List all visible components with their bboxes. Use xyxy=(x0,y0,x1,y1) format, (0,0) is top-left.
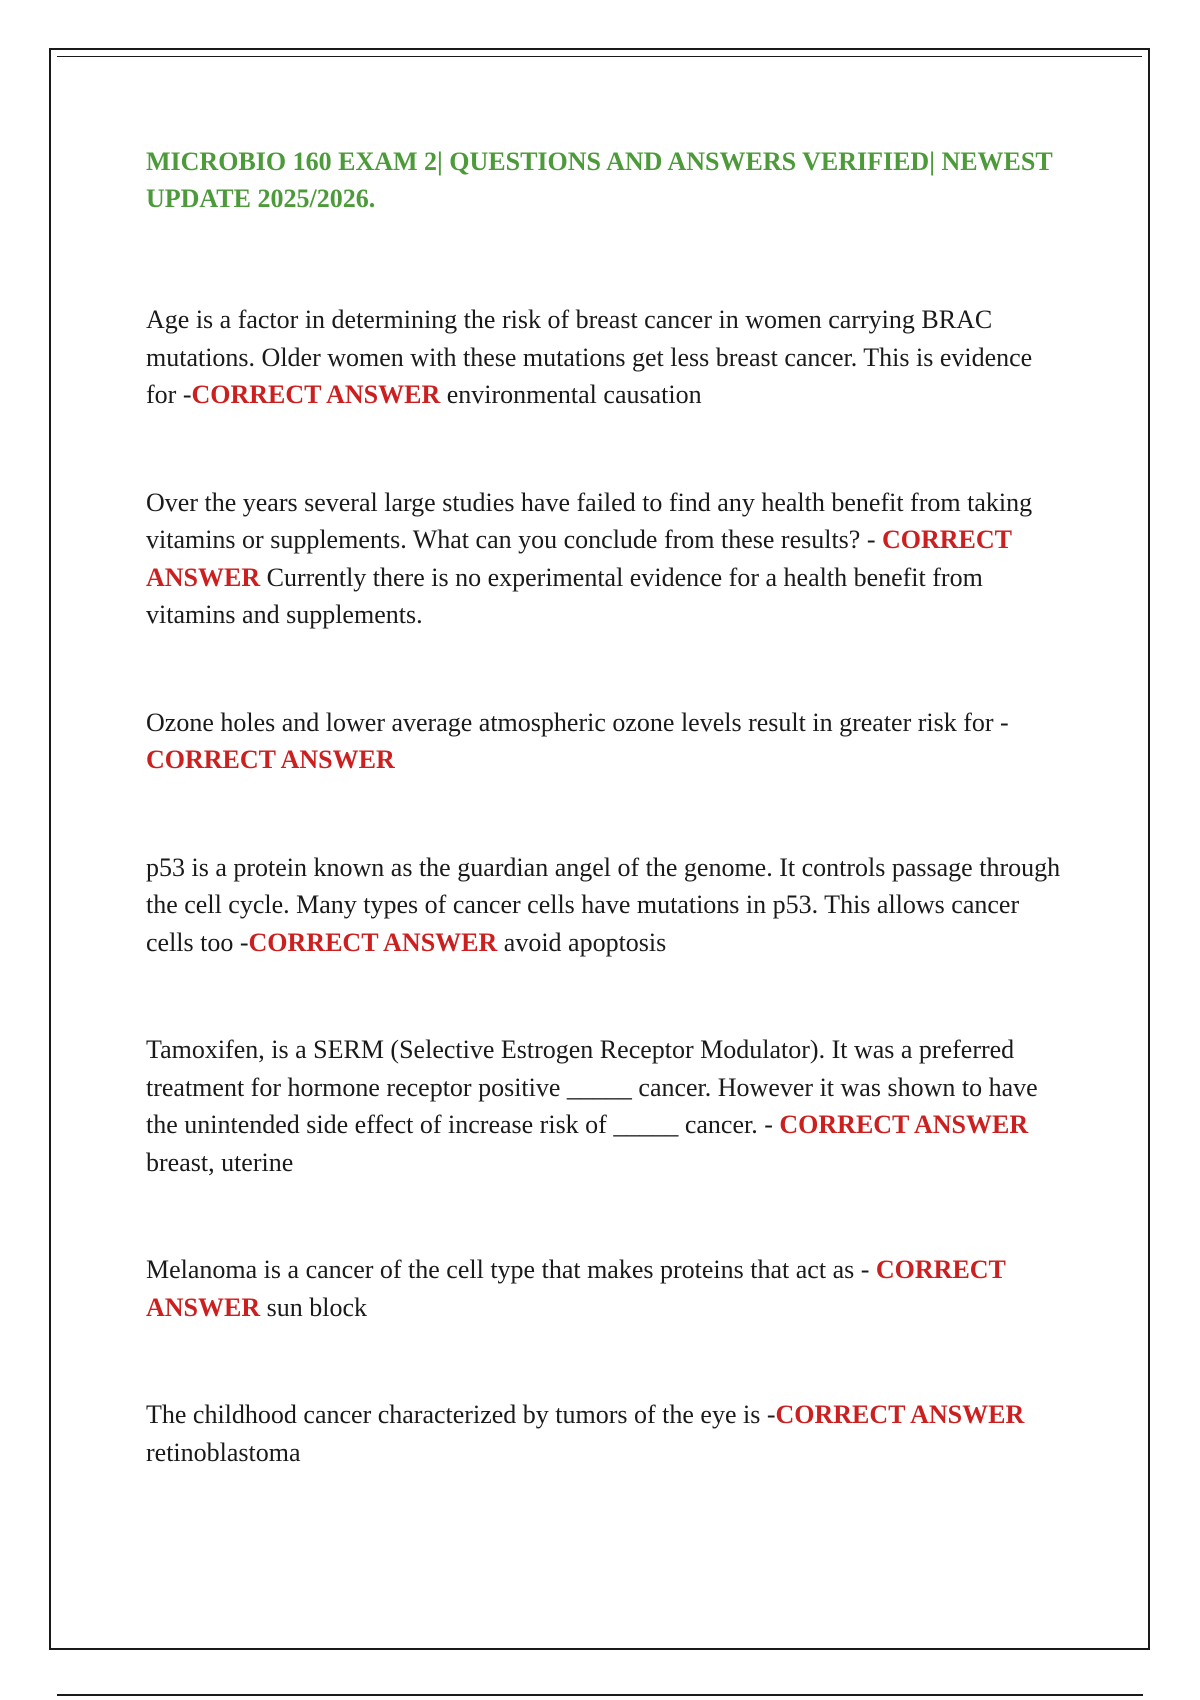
question-text: The childhood cancer characterized by tumors of the eye is - xyxy=(146,1400,776,1429)
top-rule xyxy=(57,56,1142,57)
answer-label: CORRECT ANSWER xyxy=(248,927,498,957)
answer-label: CORRECT ANSWER xyxy=(146,525,1012,592)
answer-text: retinoblastoma xyxy=(146,1437,301,1467)
answer-text: breast, uterine xyxy=(146,1147,294,1177)
answer-text: Currently there is no experimental evidence for a health benefit from vitamins and supplements. xyxy=(146,562,983,629)
answer-label: CORRECT ANSWER xyxy=(775,1400,1025,1429)
question-text: Tamoxifen, is a SERM (Selective Estrogen Receptor Modulator). It was a preferred treatment for hormone receptor positive _____ cancer. However it was shown to have the unintended side effect of increase risk of _____ cancer. - xyxy=(146,1035,1038,1139)
question-text: Age is a factor in determining the risk of breast cancer in women carrying BRAC mutations. Older women with these mutations get less breast cancer. This is evidence for - xyxy=(146,305,1033,409)
answer-text: environmental causation xyxy=(440,380,702,409)
qa-item xyxy=(146,1396,1066,1471)
document-title: MICROBIO 160 EXAM 2| QUESTIONS AND ANSWERS VERIFIED| NEWEST UPDATE 2025/2026. xyxy=(146,147,1053,213)
question-text: Melanoma is a cancer of the cell type that makes proteins that act as - xyxy=(146,1255,876,1284)
document-body xyxy=(146,143,1066,1541)
qa-item xyxy=(146,1251,1066,1326)
answer-label: CORRECT ANSWER xyxy=(146,1255,1006,1322)
answer-label: CORRECT ANSWER xyxy=(779,1110,1029,1139)
question-text: Ozone holes and lower average atmospheric ozone levels result in greater risk for - xyxy=(146,707,1009,737)
answer-label: CORRECT ANSWER xyxy=(146,745,395,774)
answer-text: sun block xyxy=(260,1292,368,1322)
qa-item xyxy=(146,1031,1066,1181)
qa-item xyxy=(146,849,1066,962)
qa-item xyxy=(146,704,1066,779)
bottom-rule xyxy=(57,1694,1143,1696)
question-text: p53 is a protein known as the guardian angel of the genome. It controls passage through the cell cycle. Many types of cancer cells have mutations in p53. This allows cancer cells too - xyxy=(146,852,1061,957)
answer-text: avoid apoptosis xyxy=(497,927,667,957)
qa-item xyxy=(146,301,1066,414)
answer-label: CORRECT ANSWER xyxy=(191,380,441,409)
question-text: Over the years several large studies have failed to find any health benefit from taking vitamins or supplements. What can you conclude from these results? - xyxy=(146,487,1033,554)
qa-item xyxy=(146,484,1066,634)
